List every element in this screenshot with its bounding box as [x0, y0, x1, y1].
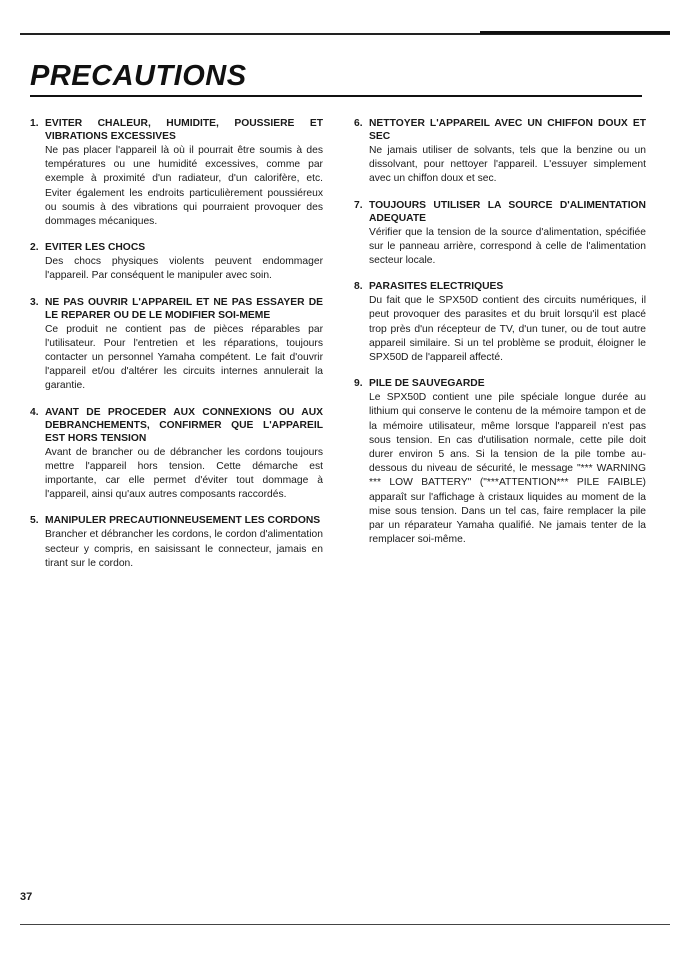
item-number: 5.	[30, 515, 39, 527]
item-body: Vérifier que la tension de la source d'alimentation, spécifiée sur le panneau arrière, correspond à celle de l'alimentation secteur locale.	[369, 226, 646, 267]
title-underline	[30, 95, 642, 97]
page-title: PRECAUTIONS	[30, 60, 247, 92]
right-column	[354, 117, 646, 559]
bottom-rule	[20, 924, 670, 925]
item-body: Brancher et débrancher les cordons, le cordon d'alimentation secteur y compris, en saisissant le connecteur, jamais en tirant sur le cordon.	[45, 529, 323, 569]
item-number: 8.	[354, 281, 363, 293]
item-number: 3.	[30, 296, 39, 308]
precaution-item-4	[30, 406, 323, 503]
item-heading: AVANT DE PROCEDER AUX CONNEXIONS OU AUX DEBRANCHEMENTS, CONFIRMER QUE L'APPAREIL EST HORS TENSION	[45, 406, 323, 444]
item-heading: PILE DE SAUVEGARDE	[369, 378, 485, 390]
precaution-item-3	[30, 296, 323, 394]
item-number: 1.	[30, 118, 39, 129]
item-heading: NETTOYER L'APPAREIL AVEC UN CHIFFON DOUX ET SEC	[369, 118, 646, 142]
precaution-item-2	[30, 241, 323, 283]
precaution-item-7	[354, 199, 646, 269]
item-number: 7.	[354, 199, 363, 211]
item-heading: EVITER LES CHOCS	[45, 242, 146, 254]
item-body: Ce produit ne contient pas de pièces réparables par l'utilisateur. Pour l'entretien et les réparations, toujours contacter un personnel Yamaha compétent. Le fait d'ouvrir l'appareil et/ou d'altérer les circuits internes annulerait la garantie.	[45, 323, 323, 392]
item-body: Ne jamais utiliser de solvants, tels que la benzine ou un dissolvant, pour nettoyer l'appareil. L'essuyer simplement avec un chiffon doux et sec.	[369, 145, 646, 185]
precaution-item-9	[354, 377, 646, 547]
precaution-item-5	[30, 514, 323, 571]
item-heading: NE PAS OUVRIR L'APPAREIL ET NE PAS ESSAYER DE LE REPARER OU DE LE MODIFIER SOI-MEME	[45, 296, 323, 321]
top-rule-accent	[480, 31, 670, 34]
precaution-item-6	[354, 117, 646, 187]
item-body: Avant de brancher ou de débrancher les cordons toujours mettre l'appareil hors tension. Cette démarche est importante, car elle permet d'éviter tout dommage à l'appareil, ainsi qu'aux autres composants raccordés.	[45, 446, 323, 501]
item-body: Du fait que le SPX50D contient des circuits numériques, il peut provoquer des parasites et du bruit lorsqu'il est placé trop près d'un récepteur de TV, d'un tuner, ou de tout autre appareil similaire. Si un tel problème se produit, éloigner le SPX50D de l'appareil affecté.	[369, 295, 646, 364]
item-heading: TOUJOURS UTILISER LA SOURCE D'ALIMENTATION ADEQUATE	[369, 199, 646, 224]
item-number: 2.	[30, 242, 39, 254]
item-body: Ne pas placer l'appareil là où il pourrait être soumis à des températures ou une humidité excessives, comme par exemple à proximité d'un radiateur, d'un calorifère, etc. Eviter également les endroits particulièrement poussiéreux ou soumis à des vibrations qui pourraient provoquer des dommages mécaniques.	[45, 145, 323, 228]
precaution-item-8	[354, 280, 646, 365]
precaution-item-1	[30, 117, 323, 229]
item-heading: EVITER CHALEUR, HUMIDITE, POUSSIERE ET VIBRATIONS EXCESSIVES	[45, 118, 323, 142]
item-number: 6.	[354, 118, 363, 129]
item-number: 9.	[354, 378, 363, 390]
item-heading: PARASITES ELECTRIQUES	[369, 281, 504, 293]
item-heading: MANIPULER PRECAUTIONNEUSEMENT LES CORDONS	[45, 515, 321, 527]
item-number: 4.	[30, 406, 39, 418]
item-body: Des chocs physiques violents peuvent endommager l'appareil. Par conséquent le manipuler avec soin.	[45, 256, 323, 282]
item-body: Le SPX50D contient une pile spéciale longue durée au lithium qui conserve le contenu de la mémoire tampon et de la mémoire utilisateur, même lorsque l'appareil n'est pas sous tension. En cas d'utilisation normale, cette pile doit durer environ 5 ans. Si la tension de la pile tombe au-dessous du niveau de sécurité, le message "*** WARNING *** LOW BATTERY" ("***ATTENTION*** PILE FAIBLE) apparaît sur l'affichage à cristaux liquides au moment de la mise sous tension. Dans un tel cas, faire remplacer la pile par un réparateur Yamaha qualifié. Ne jamais tenter de la remplacer soi-même.	[369, 392, 646, 546]
page-number: 37	[20, 891, 33, 903]
left-column	[30, 117, 323, 583]
